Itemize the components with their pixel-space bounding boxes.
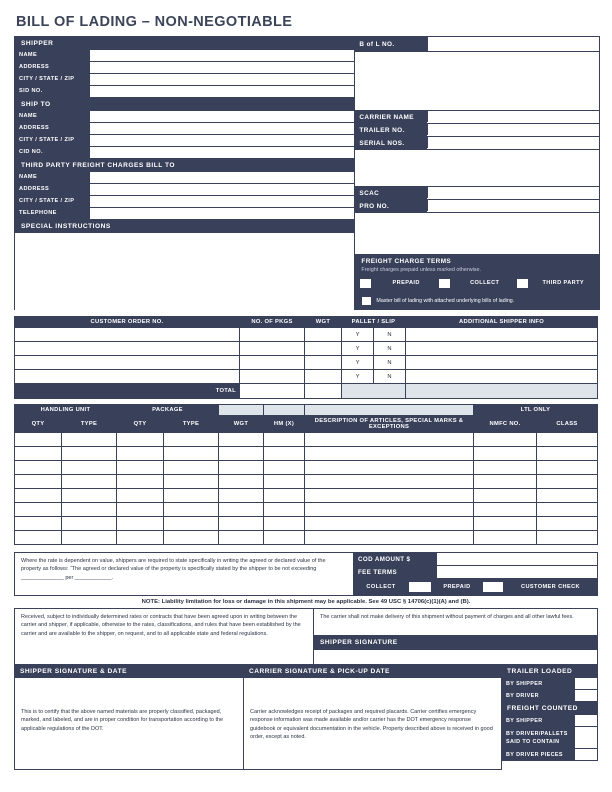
cod-amount-input[interactable] [436,553,597,565]
rate-cod-block [14,552,598,596]
carrier-signature-header: CARRIER SIGNATURE & PICK-UP DATE [244,665,502,678]
pro-no-label: PRO NO. [355,200,427,212]
order-row-1[interactable] [15,328,598,342]
thirdparty-address-label: ADDRESS [15,184,89,195]
col-class: CLASS [537,416,598,433]
pallet-yes-cell[interactable]: Y [342,370,374,384]
qty-cell[interactable] [15,461,62,475]
thirdparty-name-label: NAME [15,172,89,183]
customer-order-table [14,316,598,399]
class-cell[interactable] [537,461,598,475]
freight-by-driver-pieces-label: BY DRIVER PIECES [502,749,574,760]
shipper-address-label: ADDRESS [15,62,89,73]
hm-cell[interactable] [264,503,305,517]
page-title: BILL OF LADING – NON-NEGOTIABLE [16,14,293,30]
master-bol-checkbox[interactable] [361,296,372,306]
pkgs-cell[interactable] [240,328,305,342]
signature-bar [14,665,598,678]
order-total-row [15,384,598,399]
fee-terms-buttons [354,579,598,596]
col-handling-qty: QTY [15,416,62,433]
rate-note-text: Where the rate is dependent on value, shippers are required to state specifically in writing the agreed or declared value of the property as follows: “The agreed or declared value of the property is specifically stated by the shipper to be not exceeding ______________ per ____________. [21,558,326,581]
col-article-wgt: WGT [219,416,264,433]
desc-cell[interactable] [305,475,474,489]
nmfc-cell[interactable] [474,475,537,489]
desc-cell[interactable] [305,461,474,475]
col-handling-type: TYPE [62,416,117,433]
third-party-button[interactable]: THIRD PARTY [531,277,595,289]
desc-cell[interactable] [305,503,474,517]
received-block [14,608,598,665]
shipto-name-input[interactable] [89,111,354,122]
group-ltl-only: LTL ONLY [474,405,598,416]
scac-label: SCAC [355,187,427,199]
shipper-signature-header: SHIPPER SIGNATURE [314,636,598,650]
pkg-type-cell[interactable] [164,447,219,461]
third-party-header: THIRD PARTY FREIGHT CHARGES BILL TO [15,159,354,172]
shipto-cid-input[interactable] [89,147,354,158]
cod-amount-label: COD AMOUNT $ [354,553,436,565]
bottom-block [14,678,598,770]
carrier-sign-space[interactable] [250,682,495,708]
group-spacer-desc [305,405,474,416]
hm-cell[interactable] [264,433,305,447]
hm-cell[interactable] [264,531,305,545]
pkg-type-cell[interactable] [164,475,219,489]
pkg-type-cell[interactable] [164,531,219,545]
shipper-info-cell[interactable] [406,370,598,384]
shipper-sid-label: SID NO. [15,86,89,97]
shipto-address-label: ADDRESS [15,123,89,134]
col-package-type: TYPE [164,416,219,433]
freight-by-driver-pallets-label: BY DRIVER/PALLETS SAID TO CONTAIN [502,727,574,748]
hm-cell[interactable] [264,461,305,475]
shipper-info-cell[interactable] [406,342,598,356]
fee-terms-label: FEE TERMS [354,566,436,578]
cod-prepaid-checkbox[interactable] [482,581,504,593]
desc-cell[interactable] [305,531,474,545]
col-wgt: WGT [305,317,342,328]
col-hm: HM (X) [264,416,305,433]
pallet-no-cell[interactable]: N [374,328,406,342]
top-block [14,36,600,310]
shipper-sid-input[interactable] [89,86,354,97]
articles-row[interactable] [15,531,598,545]
wgt-cell[interactable] [219,433,264,447]
carrier-name-label: CARRIER NAME [355,111,427,123]
trailer-loaded-header: TRAILER LOADED [502,665,598,678]
nmfc-cell[interactable] [474,531,537,545]
pkg-qty-cell[interactable] [117,503,164,517]
class-cell[interactable] [537,517,598,531]
shipper-signature-input[interactable] [314,650,598,665]
type-cell[interactable] [62,503,117,517]
freight-terms-buttons [355,277,599,293]
freight-charge-terms-block [355,255,599,277]
special-instructions-input[interactable] [15,233,354,287]
shipper-header: SHIPPER [15,37,354,50]
hm-cell[interactable] [264,517,305,531]
order-row-3[interactable] [15,356,598,370]
bol-no-input[interactable] [427,37,599,51]
thirdparty-city-label: CITY / STATE / ZIP [15,196,89,207]
articles-row[interactable] [15,503,598,517]
customer-check-button[interactable]: CUSTOMER CHECK [507,581,594,593]
carrier-ack-box [244,678,502,770]
desc-cell[interactable] [305,517,474,531]
carrier-name-input[interactable] [427,111,599,122]
liability-note: NOTE: Liability limitation for loss or damage in this shipment may be applicable. See 49 USC § 14706(c)(1)(A) and (B). [141,599,471,605]
freight-by-shipper-checkbox[interactable] [574,715,597,726]
col-additional-shipper-info: ADDITIONAL SHIPPER INFO [406,317,598,328]
cod-collect-checkbox[interactable] [408,581,432,593]
shipto-city-label: CITY / STATE / ZIP [15,135,89,146]
cod-collect-button[interactable]: COLLECT [357,581,405,593]
pallet-no-cell[interactable]: N [374,342,406,356]
qty-cell[interactable] [15,503,62,517]
wgt-cell[interactable] [219,475,264,489]
articles-group-header-row [15,405,598,416]
order-no-cell[interactable] [15,328,240,342]
shipper-address-input[interactable] [89,62,354,73]
total-pallet-cell [342,384,406,399]
received-note-box [14,608,314,665]
order-table-header-row [15,317,598,328]
pkg-type-cell[interactable] [164,517,219,531]
shipper-signature-date-header: SHIPPER SIGNATURE & DATE [14,665,244,678]
total-wgt-cell[interactable] [305,384,342,399]
freight-by-driver-pieces-checkbox[interactable] [574,749,597,760]
col-description: DESCRIPTION OF ARTICLES, SPECIAL MARKS & EXCEPTIONS [305,416,474,433]
pkg-qty-cell[interactable] [117,531,164,545]
serial-nos-input[interactable] [427,137,599,148]
pro-no-input[interactable] [427,200,599,211]
articles-row[interactable] [15,433,598,447]
certify-box [14,678,244,770]
qty-cell[interactable] [15,517,62,531]
group-spacer-hm [264,405,305,416]
hm-cell[interactable] [264,489,305,503]
col-nmfc-no: NMFC NO. [474,416,537,433]
thirdparty-telephone-input[interactable] [89,208,354,219]
articles-row[interactable] [15,475,598,489]
type-cell[interactable] [62,447,117,461]
type-cell[interactable] [62,531,117,545]
group-spacer-wgt [219,405,264,416]
class-cell[interactable] [537,475,598,489]
pkgs-cell[interactable] [240,356,305,370]
desc-cell[interactable] [305,447,474,461]
order-no-cell[interactable] [15,342,240,356]
trailer-by-shipper-checkbox[interactable] [574,678,597,689]
right-carrier-column [355,37,599,310]
class-cell[interactable] [537,447,598,461]
carrier-payment-box [314,608,598,665]
collect-checkbox[interactable] [438,278,451,289]
pkg-qty-cell[interactable] [117,517,164,531]
thirdparty-city-input[interactable] [89,196,354,207]
master-bol-row [355,293,599,310]
class-cell[interactable] [537,503,598,517]
articles-header-row [15,416,598,433]
carrier-lawful-text: The carrier shall not make delivery of this shipment without payment of charges and all other lawful fees. [320,614,574,620]
class-cell[interactable] [537,489,598,503]
class-cell[interactable] [537,433,598,447]
wgt-cell[interactable] [305,328,342,342]
shipto-name-label: NAME [15,111,89,122]
nmfc-cell[interactable] [474,503,537,517]
pkg-type-cell[interactable] [164,503,219,517]
third-party-checkbox[interactable] [516,278,529,289]
serial-nos-label: SERIAL NOS. [355,137,427,149]
pkg-qty-cell[interactable] [117,447,164,461]
shipper-city-input[interactable] [89,74,354,85]
col-pallet-slip: PALLET / SLIP [342,317,406,328]
special-instructions-header: SPECIAL INSTRUCTIONS [15,220,354,233]
col-customer-order-no: CUSTOMER ORDER NO. [15,317,240,328]
freight-by-driver-pallets-checkbox[interactable] [574,727,597,748]
articles-row[interactable] [15,517,598,531]
order-row-4[interactable] [15,370,598,384]
thirdparty-address-input[interactable] [89,184,354,195]
type-cell[interactable] [62,517,117,531]
type-cell[interactable] [62,475,117,489]
fee-terms-input[interactable] [436,566,597,578]
rate-note-box [14,552,354,596]
pkgs-cell[interactable] [240,342,305,356]
class-cell[interactable] [537,531,598,545]
qty-cell[interactable] [15,475,62,489]
type-cell[interactable] [62,489,117,503]
collect-button[interactable]: COLLECT [453,277,517,289]
articles-row[interactable] [15,489,598,503]
freight-terms-note: Freight charges prepaid unless marked otherwise. [361,267,481,273]
carrier-ack-text: Carrier acknowledges receipt of packages and required placards. Carrier certifies emergency response information was made available and/or carrier has the DOT emergency response guidebook or equivalent documentation in the vehicle. Property described above is received in good order, except as noted. [250,709,493,740]
shipper-name-label: NAME [15,50,89,61]
scac-input[interactable] [427,187,599,198]
shipto-address-input[interactable] [89,123,354,134]
prepaid-button[interactable]: PREPAID [374,277,438,289]
nmfc-cell[interactable] [474,433,537,447]
total-pkgs-cell[interactable] [240,384,305,399]
trailer-by-shipper-label: BY SHIPPER [502,678,574,689]
trailer-no-label: TRAILER NO. [355,124,427,136]
bol-no-label: B of L NO. [355,37,427,51]
received-note-text: Received, subject to individually determined rates or contracts that have been agreed upon in writing between the carrier and shipper, if applicable, otherwise to the rates, classifications, and rules that have been established by the carrier and are available to the shipper, on request, and to all applicable state and federal regulations. [21,614,301,637]
cod-prepaid-button[interactable]: PREPAID [435,581,479,593]
ship-to-header: SHIP TO [15,98,354,111]
wgt-cell[interactable] [219,461,264,475]
articles-row[interactable] [15,461,598,475]
pallet-yes-cell[interactable]: Y [342,342,374,356]
freight-by-shipper-label: BY SHIPPER [502,715,574,726]
cod-box [354,552,598,596]
qty-cell[interactable] [15,433,62,447]
wgt-cell[interactable] [219,447,264,461]
order-no-cell[interactable] [15,356,240,370]
order-no-cell[interactable] [15,370,240,384]
nmfc-cell[interactable] [474,447,537,461]
desc-cell[interactable] [305,489,474,503]
shipto-city-input[interactable] [89,135,354,146]
certify-note-text: This is to certify that the above named materials are properly classified, packaged, marked, and labeled, and are in proper condition for transportation according to the applicable regulations of the DOT. [21,709,224,732]
pallet-yes-cell[interactable]: Y [342,356,374,370]
thirdparty-name-input[interactable] [89,172,354,183]
pkg-qty-cell[interactable] [117,475,164,489]
pkg-type-cell[interactable] [164,489,219,503]
articles-row[interactable] [15,447,598,461]
pkgs-cell[interactable] [240,370,305,384]
wgt-cell[interactable] [219,531,264,545]
pkg-qty-cell[interactable] [117,461,164,475]
pro-no-extra-space[interactable] [355,213,599,255]
group-package: PACKAGE [117,405,219,416]
trailer-by-driver-checkbox[interactable] [574,690,597,701]
qty-cell[interactable] [15,489,62,503]
shipper-info-cell[interactable] [406,356,598,370]
total-info-cell [406,384,598,399]
master-bol-note: Master bill of lading with attached underlying bills of lading. [376,298,515,304]
pallet-no-cell[interactable]: N [374,356,406,370]
bol-no-extra-space[interactable] [355,52,599,111]
trailer-no-input[interactable] [427,124,599,135]
wgt-cell[interactable] [305,342,342,356]
pkg-qty-cell[interactable] [117,433,164,447]
pkg-qty-cell[interactable] [117,489,164,503]
desc-cell[interactable] [305,433,474,447]
thirdparty-telephone-label: TELEPHONE [15,208,89,219]
pkg-type-cell[interactable] [164,433,219,447]
trailer-by-driver-label: BY DRIVER [502,690,574,701]
hm-cell[interactable] [264,447,305,461]
left-parties-column [15,37,355,310]
articles-table [14,404,598,545]
serial-nos-extra-space[interactable] [355,150,599,187]
prepaid-checkbox[interactable] [359,278,372,289]
nmfc-cell[interactable] [474,517,537,531]
order-row-2[interactable] [15,342,598,356]
qty-cell[interactable] [15,447,62,461]
wgt-cell[interactable] [305,356,342,370]
qty-cell[interactable] [15,531,62,545]
shipper-info-cell[interactable] [406,328,598,342]
total-label: TOTAL [15,384,240,399]
type-cell[interactable] [62,433,117,447]
type-cell[interactable] [62,461,117,475]
pkg-type-cell[interactable] [164,461,219,475]
group-handling-unit: HANDLING UNIT [15,405,117,416]
wgt-cell[interactable] [219,503,264,517]
wgt-cell[interactable] [305,370,342,384]
shipper-name-input[interactable] [89,50,354,61]
freight-counted-header: FREIGHT COUNTED [502,702,598,715]
wgt-cell[interactable] [219,517,264,531]
trailer-freight-column [502,678,598,770]
col-package-qty: QTY [117,416,164,433]
wgt-cell[interactable] [219,489,264,503]
freight-terms-header: FREIGHT CHARGE TERMS [361,258,452,265]
shipper-sign-space[interactable] [21,682,237,708]
pallet-yes-cell[interactable]: Y [342,328,374,342]
hm-cell[interactable] [264,475,305,489]
shipper-city-label: CITY / STATE / ZIP [15,74,89,85]
nmfc-cell[interactable] [474,489,537,503]
shipto-cid-label: CID NO. [15,147,89,158]
col-no-of-pkgs: NO. OF PKGS [240,317,305,328]
pallet-no-cell[interactable]: N [374,370,406,384]
nmfc-cell[interactable] [474,461,537,475]
